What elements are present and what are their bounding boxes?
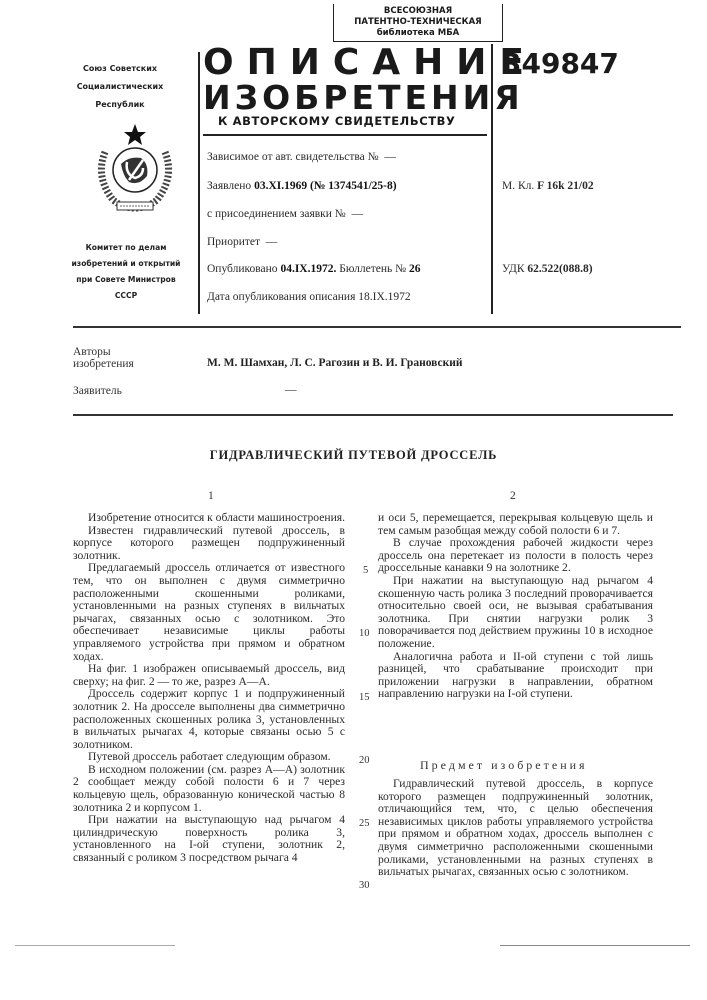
stamp-line-3: библиотека МБА	[376, 28, 460, 38]
paragraph: Аналогична работа и II-ой ступени с той лишь разницей, что срабатывание происходит при приложении нагрузки в направлении, обратном направлению нагрузки на I-ой ступени.	[378, 649, 653, 701]
line-number: 15	[359, 692, 370, 703]
line-number: 5	[363, 565, 369, 576]
paragraph: На фиг. 1 изображен описываемый дроссель, вид сверху; на фиг. 2 — то же, разрез А—А.	[73, 662, 345, 688]
committee-line: Комитет по делам	[85, 243, 167, 252]
meta-label: Опубликовано	[207, 263, 278, 275]
header-rule	[73, 326, 681, 328]
meta-value: F 16k 21/02	[537, 180, 594, 192]
paragraph: В исходном положении (см. разрез А—А) золотник 2 сообщает между собой полости 6 и 7 через кольцевую щель, образованную конической частью 8 золотника 2 и корпусом 1.	[73, 762, 345, 814]
meta-label: Зависимое от авт. свидетельства №	[207, 151, 379, 163]
line-number: 10	[359, 628, 370, 639]
column-2	[378, 512, 653, 701]
claims-heading: Предмет изобретения	[420, 758, 588, 772]
applicant-value: —	[285, 384, 297, 396]
country-line: Социалистических	[76, 82, 164, 91]
committee-line: СССР	[114, 291, 138, 300]
paragraph: При нажатии на выступающую над рычагом 4 цилиндрическую поверхность ролика 3, установленного на I-ой ступени, золотник 2, связанный с роликом 3 посредством рычага 4	[73, 813, 345, 865]
paragraph: Предлагаемый дроссель отличается от известного тем, что он выполнен с двумя симметрично расположенными скошенными роликами, установленными на разных ступенях в вильчатых рычагах, связанных осью с золотником. Это обеспечивает независимые циклы работы управляемого устройства при прямом и обратном ходах.	[73, 561, 345, 663]
column-number-1: 1	[208, 490, 214, 502]
committee-name	[66, 240, 186, 304]
ussr-state-emblem-icon	[85, 122, 185, 217]
paragraph: Изобретение относится к области машиностроения.	[88, 511, 346, 524]
meta-priority	[207, 236, 277, 248]
meta-joined	[207, 208, 363, 220]
library-stamp	[333, 4, 503, 42]
meta-label: УДК	[502, 263, 525, 275]
applicant-label: Заявитель	[73, 385, 122, 397]
meta-value: 04.IX.1972.	[280, 263, 337, 275]
doc-type-title: ОПИСАНИЕ	[203, 42, 537, 83]
meta-filed	[207, 180, 397, 192]
meta-value: —	[384, 151, 396, 163]
authors-label-line: Авторы	[73, 346, 111, 358]
meta-value: 03.XI.1969 (№ 1374541/25-8)	[254, 180, 397, 192]
doc-type-title-2: ИЗОБРЕТЕНИЯ	[203, 78, 524, 117]
meta-dependent	[207, 151, 396, 163]
country-line: Республик	[95, 100, 145, 109]
authors-label-line: изобретения	[73, 358, 134, 370]
authors-rule	[73, 414, 673, 416]
doc-subtitle: К АВТОРСКОМУ СВИДЕТЕЛЬСТВУ	[218, 114, 456, 128]
line-number: 25	[359, 818, 370, 829]
meta-value: 26	[408, 263, 421, 275]
meta-value: 18.IX.1972	[358, 291, 411, 303]
meta-label: Дата опубликования описания	[207, 291, 356, 303]
country-name	[60, 60, 180, 114]
patent-number: 349847	[502, 47, 619, 80]
paragraph: Путевой дроссель работает следующим образом.	[88, 750, 331, 764]
meta-label: Заявлено	[207, 180, 252, 192]
paragraph: Гидравлический путевой дроссель, в корпусе которого размещен подпружиненный золотник, отличающийся тем, что, с целью обеспечения независимых циклов работы управляемого устройства при прямом и обратном ходах, дроссель выполнен с двумя симметрично расположенными скошенными роликами, установленными на разных ступенях в вильчатых рычагах, связанных осью с золотником.	[378, 777, 653, 879]
authors-label	[73, 346, 134, 370]
paragraph: и оси 5, перемещается, перекрывая кольцевую щель и тем самым разобщая между собой полости 6 и 7.	[378, 511, 653, 537]
meta-description-date	[207, 291, 411, 303]
stamp-line-2: ПАТЕНТНО-ТЕХНИЧЕСКАЯ	[354, 17, 482, 27]
claims-text	[378, 778, 653, 879]
meta-label: М. Кл.	[502, 180, 535, 192]
column-1	[73, 512, 345, 865]
authors-names: М. М. Шамхан, Л. С. Рагозин и В. И. Грановский	[207, 357, 463, 369]
column-number-2: 2	[510, 490, 516, 502]
subtitle-underline	[203, 134, 487, 136]
paragraph: Дроссель содержит корпус 1 и подпружиненный золотник 2. На дросселе выполнены два симметрично расположенных скошенных ролика 3, установленных в вильчатых рычагах 4, которые связаны осью 5 с золотником.	[73, 687, 345, 751]
footer-rule-right	[500, 945, 690, 946]
meta-label: Бюллетень №	[339, 263, 407, 275]
line-number: 30	[359, 880, 370, 891]
header-divider-left	[198, 52, 200, 314]
document-title: ГИДРАВЛИЧЕСКИЙ ПУТЕВОЙ ДРОССЕЛЬ	[209, 448, 498, 462]
committee-line: изобретений и открытий	[71, 259, 181, 268]
meta-label: Приоритет	[207, 236, 261, 248]
paragraph: В случае прохождения рабочей жидкости через дроссель она перетекает из полости в полость через дроссельные канавки 9 на золотнике 2.	[378, 536, 653, 575]
footer-rule-left	[15, 945, 175, 946]
meta-label: с присоединением заявки №	[207, 208, 346, 220]
meta-value: 62.522(088.8)	[527, 263, 593, 275]
meta-udc	[502, 263, 593, 275]
meta-value: —	[265, 236, 278, 248]
meta-value: —	[351, 208, 364, 220]
stamp-line-1: ВСЕСОЮЗНАЯ	[383, 6, 453, 16]
country-line: Союз Советских	[82, 64, 157, 73]
meta-published	[207, 263, 420, 275]
committee-line: при Совете Министров	[76, 275, 176, 284]
line-number: 20	[359, 755, 370, 766]
meta-class	[502, 180, 594, 192]
paragraph: При нажатии на выступающую над рычагом 4 скошенную часть ролика 3 последний проворачивается относительно своей оси, не вызывая срабатывания золотника. При снятии нагрузки ролик 3 поворачивается под действием пружины 10 в исходное положение.	[378, 573, 653, 650]
paragraph: Известен гидравлический путевой дроссель, в корпусе которого размещен подпружиненный золотник.	[73, 523, 345, 562]
